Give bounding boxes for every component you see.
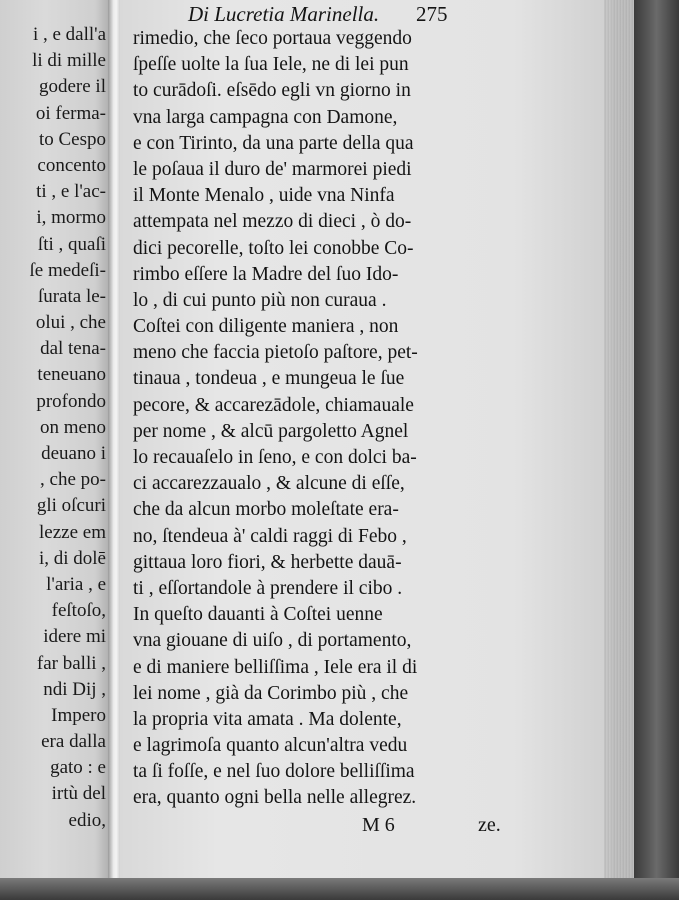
left-page-line: dal tena- [40,338,106,360]
text-line: e lagrimoſa quanto alcun'altra vedu [133,735,408,757]
text-line: vna larga campagna con Damone, [133,106,398,128]
main-page-text [133,26,418,812]
left-page-line: ſe medeſi- [29,259,106,281]
left-page-text [30,22,107,834]
text-line: lo recauaſelo in ſeno, e con dolci ba- [133,447,417,468]
left-page-line: i , e dall'a [32,24,106,45]
left-page-line: olui , che [35,312,106,334]
left-page-line: far balli , [36,652,106,674]
left-page-line: lezze em [39,521,106,543]
left-page-line: feſtoſo, [51,600,106,622]
text-line: In queſto dauanti à Coſtei uenne [133,604,383,626]
left-page-line: deuano i [41,443,106,464]
text-line: attempata nel mezzo di dieci , ò do- [133,211,412,233]
text-line: meno che faccia pietoſo paſtore, pet- [133,342,418,364]
bottom-shadow [0,878,679,900]
left-facing-page [0,0,112,880]
book-cover-edge [634,0,679,900]
text-line: lo , di cui punto più non curaua . [133,289,387,311]
text-line: il Monte Menalo , uide vna Ninfa [133,185,395,207]
text-line: vna giouane di uiſo , di portamento, [133,630,412,652]
left-page-line: irtù del [51,783,106,805]
text-line: ſpeſſe uolte la ſua Iele, ne di lei pun [133,54,409,76]
page-edges [604,0,634,890]
page-number: 275 [416,2,448,26]
left-page-line: ti , e l'ac- [36,181,106,203]
left-page-line: l'aria , e [46,573,106,595]
left-page-line: li di mille [32,50,106,72]
catchword: ze. [478,814,501,836]
signature-mark: M 6 [362,814,395,836]
text-line: tinaua , tondeua , e mungeua le ſue [133,368,405,390]
text-line: no, ſtendeua à' caldi raggi di Febo , [133,525,407,547]
left-page-line: i, di dolē [38,547,106,569]
text-line: pecore, & accarezādole, chiamauale [133,394,414,416]
text-line: rimbo eſſere la Madre del ſuo Ido- [133,263,399,285]
text-line: e con Tirinto, da una parte della qua [133,132,414,154]
text-line: ta ſi foſſe, e nel ſuo dolore belliſſima [133,761,415,783]
text-line: to curādoſi. eſsēdo egli vn giorno in [133,80,411,102]
left-page-line: Impero [51,704,106,726]
text-line: ti , eſſortandole à prendere il cibo . [133,577,403,599]
left-page-line: edio, [68,809,106,831]
text-line: gittaua loro fiori, & herbette dauā- [133,551,402,573]
text-line: per nome , & alcū pargoletto Agnel [133,420,409,442]
left-page-line: godere il [38,76,106,98]
left-page-line: ſti , quaſi [37,233,106,255]
text-line: e di maniere belliſſima , Iele era il di [133,656,418,678]
text-line: ci accarezzaualo , & alcune di eſſe, [133,473,405,495]
text-line: lei nome , già da Corimbo più , che [133,682,409,704]
text-line: rimedio, che ſeco portaua veggendo [133,28,412,49]
running-title: Di Lucretia Marinella. [188,2,380,26]
text-line: Coſtei con diligente maniera , non [133,316,399,338]
text-line: le poſaua il duro de' marmorei piedi [133,158,412,180]
left-page-line: oi ferma- [35,102,106,124]
left-page-line: profondo [36,390,106,412]
left-page-line: on meno [40,416,106,438]
left-page-line: to Cespo [38,128,106,150]
left-page-line: , che po- [40,469,106,491]
text-line: dici pecorelle, toſto lei conobbe Co- [133,237,414,259]
left-page-line: gli oſcuri [36,495,106,517]
left-page-line: i, mormo [36,207,106,229]
left-page-line: era dalla [41,731,106,753]
text-line: la propria vita amata . Ma dolente, [133,708,402,730]
text-line: era, quanto ogni bella nelle allegrez. [133,787,417,809]
left-page-line: idere mi [43,626,106,648]
left-page-line: teneuano [37,364,106,386]
left-page-line: ſurata le- [37,285,106,307]
left-page-line: ndi Dij , [43,678,106,700]
left-page-line: concento [37,154,106,176]
text-line: che da alcun morbo moleſtate era- [133,499,399,521]
left-page-line: gato : e [50,757,106,779]
